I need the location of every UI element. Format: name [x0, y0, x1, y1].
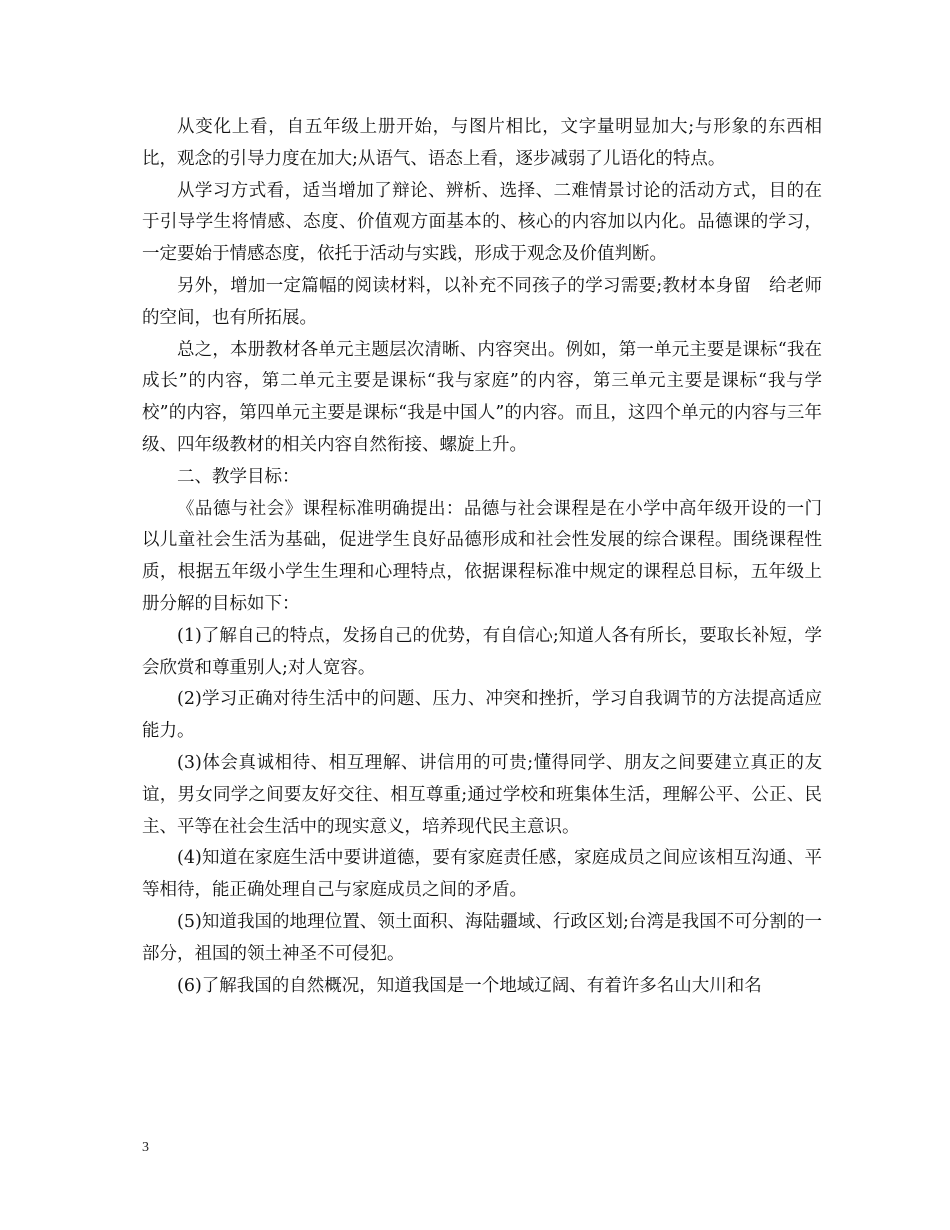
section-heading: 二、教学目标： — [177, 466, 300, 487]
paragraph: 从变化上看，自五年级上册开始，与图片相比，文字量明显加大;与形象的东西相比，观念的引导力度在加大;从语气、语态上看，逐步减弱了儿语化的特点。 — [142, 117, 822, 169]
list-item: (5)知道我国的地理位置、领土面积、海陆疆域、行政区划;台湾是我国不可分割的一部分，祖国的领土神圣不可侵犯。 — [142, 911, 822, 964]
list-item: (2)学习正确对待生活中的问题、压力、冲突和挫折，学习自我调节的方法提高适应能力。 — [142, 689, 822, 742]
page-number: 3 — [142, 1140, 149, 1155]
list-item: (4)知道在家庭生活中要讲道德，要有家庭责任感，家庭成员之间应该相互沟通、平等相待，能正确处理自己与家庭成员之间的矛盾。 — [142, 848, 822, 901]
paragraph: 另外，增加一定篇幅的阅读材料，以补充不同孩子的学习需要;教材本身留 给老师的空间，也有所拓展。 — [142, 275, 822, 328]
paragraph: 从学习方式看，适当增加了辩论、辨析、选择、二难情景讨论的活动方式，目的在于引导学生将情感、态度、价值观方面基本的、核心的内容加以内化。品德课的学习，一定要始于情感态度，依托于活动与实践，形成于观念及价值判断。 — [142, 180, 822, 265]
list-item: (6)了解我国的自然概况，知道我国是一个地域辽阔、有着许多名山大川和名 — [177, 975, 762, 996]
list-item: (1)了解自己的特点，发扬自己的优势，有自信心;知道人各有所长，要取长补短，学会欣赏和尊重别人;对人宽容。 — [142, 625, 822, 678]
list-item: (3)体会真诚相待、相互理解、讲信用的可贵;懂得同学、朋友之间要建立真正的友谊，男女同学之间要友好交往、相互尊重;通过学校和班集体生活，理解公平、公正、民主、平等在社会生活中的现实意义，培养现代民主意识。 — [142, 752, 822, 837]
paragraph: 总之，本册教材各单元主题层次清晰、内容突出。例如，第一单元主要是课标“我在成长”的内容，第二单元主要是课标“我与家庭”的内容，第三单元主要是课标“我与学校”的内容，第四单元主要是课标“我是中国人”的内容。而且，这四个单元的内容与三年级、四年级教材的相关内容自然衔接、螺旋上升。 — [142, 339, 822, 455]
document-body — [142, 112, 822, 1002]
paragraph: 《品德与社会》课程标准明确提出：品德与社会课程是在小学中高年级开设的一门以儿童社会生活为基础，促进学生良好品德形成和社会性发展的综合课程。围绕课程性质，根据五年级小学生生理和心理特点，依据课程标准中规定的课程总目标，五年级上册分解的目标如下： — [142, 498, 822, 614]
